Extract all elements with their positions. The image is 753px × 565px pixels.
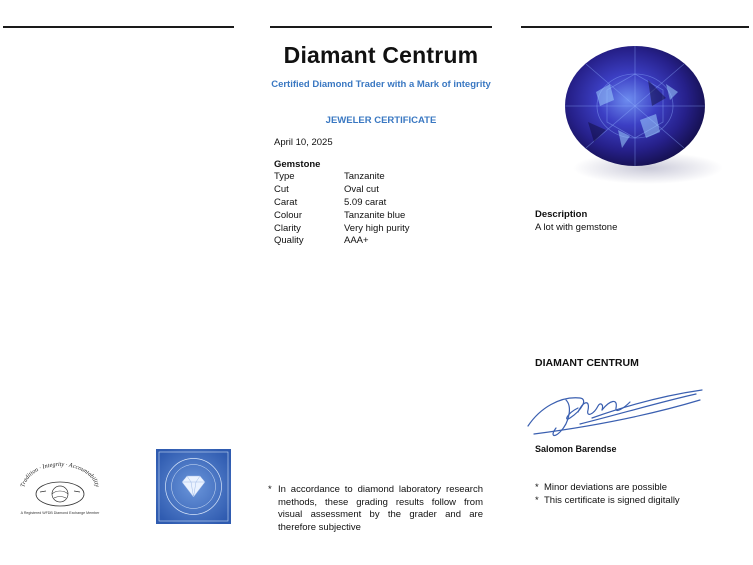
top-rule-right [521,26,749,28]
spec-value: Very high purity [344,222,410,234]
note-text: This certificate is signed digitally [543,494,680,506]
spec-row-cut [274,184,409,197]
spec-row-type [274,171,409,184]
spec-label: Type [274,171,295,182]
note-signed-digitally [535,495,680,508]
seal-caption: A Registered WFDB Diamond Exchange Member [20,511,100,515]
certificate-date: April 10, 2025 [274,137,333,148]
svg-text:Tradition · Integrity · Accoun [19,461,100,488]
spec-label: Quality [274,235,304,247]
grading-disclaimer-text: In accordance to diamond laboratory research methods, these grading results follow from visual assessment by the grader and are therefore subjective [278,484,483,533]
spec-value: Oval cut [344,183,379,195]
tanzanite-gem-image [548,40,728,190]
spec-value: Tanzanite [344,171,385,182]
spec-row-carat [274,197,409,210]
spec-label: Carat [274,196,298,208]
certificate-subtitle: Certified Diamond Trader with a Mark of integrity [271,79,491,90]
note-bullet: * [535,482,539,493]
company-name: DIAMANT CENTRUM [535,357,639,369]
certificate-type-heading: JEWELER CERTIFICATE [325,115,437,126]
spec-label: Colour [274,209,302,221]
spec-value: Tanzanite blue [344,209,406,221]
note-minor-deviations [535,482,680,495]
note-text: Minor deviations are possible [543,482,668,493]
description-heading: Description [535,209,588,220]
spec-label: Cut [274,183,289,195]
spec-row-colour [274,210,409,223]
gemstone-heading: Gemstone [274,159,321,170]
signer-name: Salomon Barendse [535,444,617,454]
spec-value: AAA+ [344,235,369,247]
note-bullet: * [268,484,272,495]
top-rule-left [3,26,234,28]
handwritten-signature [520,378,710,448]
spec-value: 5.09 carat [344,196,387,208]
grading-disclaimer [268,484,483,534]
spec-label: Clarity [274,222,301,234]
blue-diamond-seal [156,449,231,524]
spec-row-quality [274,235,409,248]
note-bullet: * [535,494,539,506]
top-rule-center [270,26,492,28]
seal-motto: Tradition · Integrity · Accountability [19,460,101,488]
certificate-title: Diamant Centrum [283,42,479,68]
spec-row-clarity [274,223,409,236]
gemstone-spec-table [274,171,409,248]
tradition-integrity-seal [10,458,110,520]
description-text: A lot with gemstone [535,222,618,233]
certificate-notes [535,482,680,507]
